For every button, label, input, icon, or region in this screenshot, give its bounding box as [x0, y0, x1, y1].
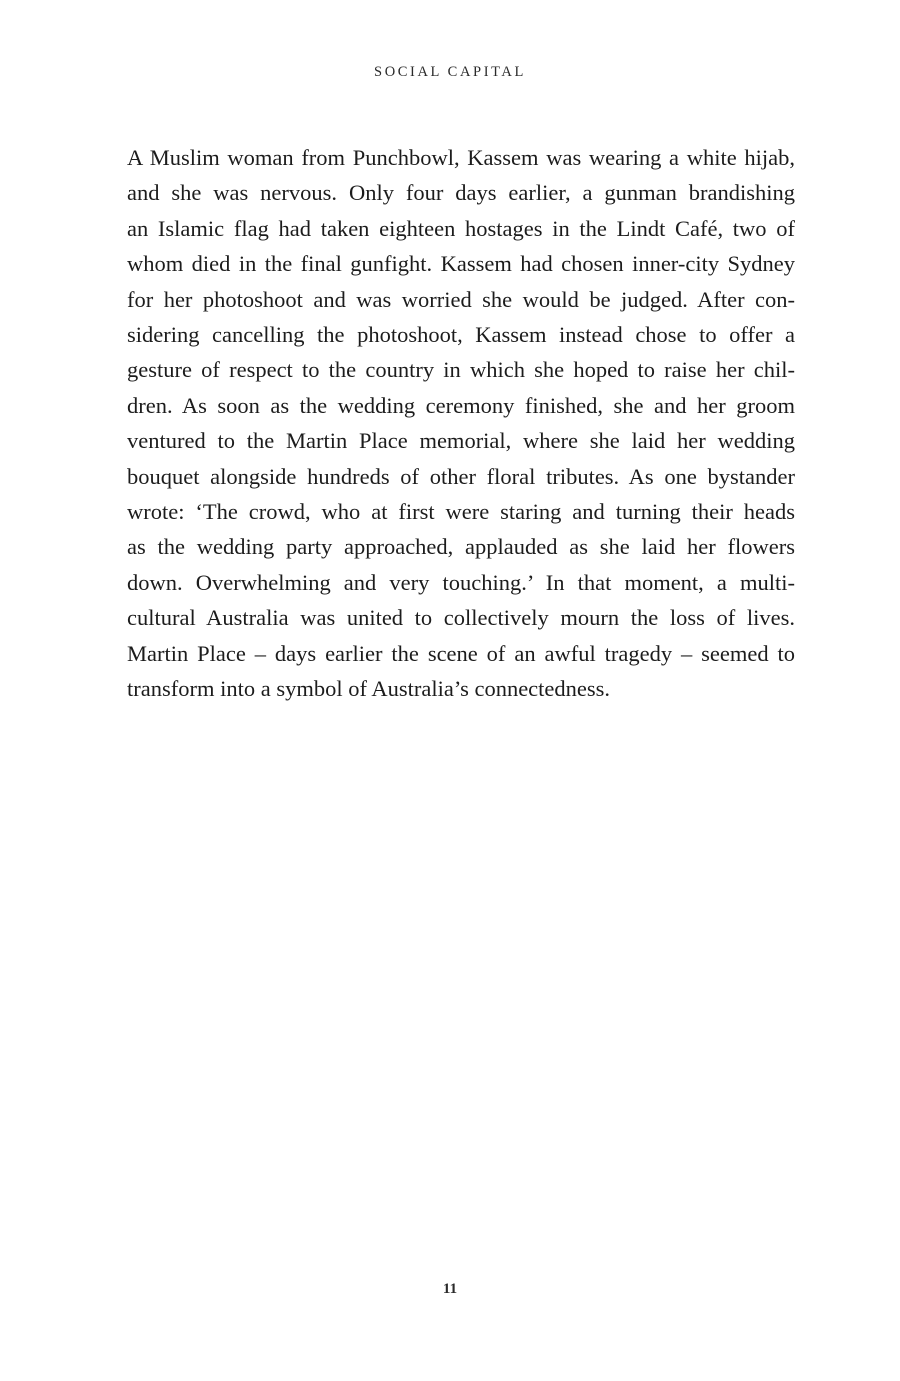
text-line: transform into a symbol of Australia’s connectedness. [127, 676, 611, 702]
text-line: gesture of respect to the country in which she hoped to raise her chil- [127, 357, 795, 383]
text-line: bouquet alongside hundreds of other floral tributes. As one bystander [127, 463, 795, 489]
text-line: sidering cancelling the photoshoot, Kassem instead chose to offer a [127, 322, 795, 348]
page-number: 11 [442, 1281, 458, 1297]
body-paragraph [127, 140, 795, 707]
text-line: A Muslim woman from Punchbowl, Kassem was wearing a white hijab, [127, 145, 795, 170]
running-head: SOCIAL CAPITAL [374, 64, 526, 80]
text-line: as the wedding party approached, applauded as she laid her flowers [127, 534, 795, 560]
text-line: Martin Place – days earlier the scene of an awful tragedy – seemed to [127, 640, 795, 666]
text-line: whom died in the final gunfight. Kassem had chosen inner-city Sydney [127, 251, 795, 277]
text-line: for her photoshoot and was worried she would be judged. After con- [127, 286, 795, 312]
text-line: cultural Australia was united to collectively mourn the loss of lives. [127, 605, 795, 631]
text-line: dren. As soon as the wedding ceremony finished, she and her groom [127, 392, 795, 418]
text-line: wrote: ‘The crowd, who at first were staring and turning their heads [127, 499, 795, 525]
text-line: down. Overwhelming and very touching.’ In that moment, a multi- [127, 569, 795, 595]
text-line: an Islamic flag had taken eighteen hostages in the Lindt Café, two of [127, 215, 795, 241]
text-line: and she was nervous. Only four days earlier, a gunman brandishing [127, 180, 795, 206]
text-line: ventured to the Martin Place memorial, where she laid her wedding [127, 428, 795, 454]
